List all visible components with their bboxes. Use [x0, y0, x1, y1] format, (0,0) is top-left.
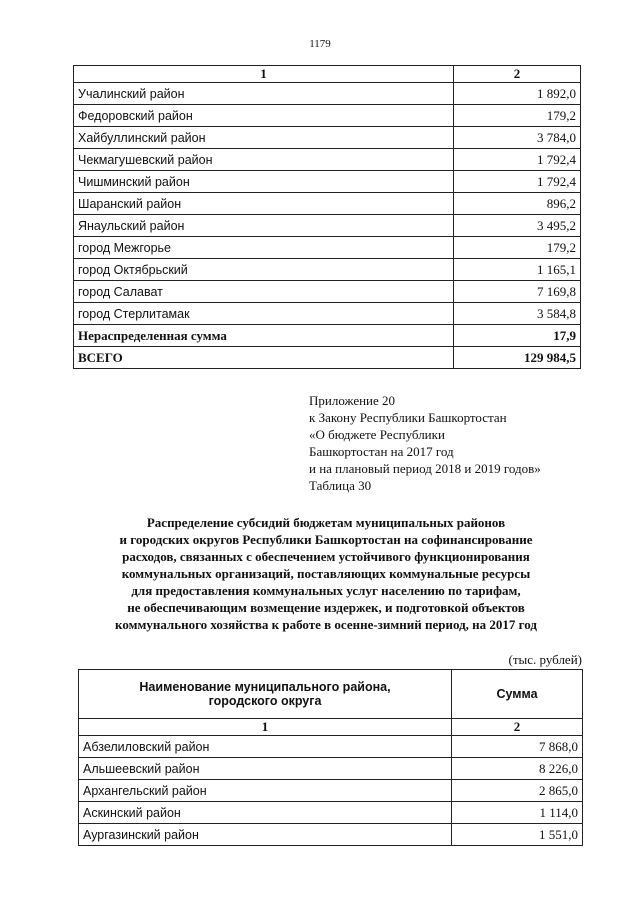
- table-row: [79, 802, 583, 824]
- amount: 896,2: [454, 193, 581, 215]
- table-index-row: [74, 66, 581, 83]
- page-number: 1179: [309, 38, 331, 50]
- appendix-line: и на плановый период 2018 и 2019 годов»: [309, 461, 541, 476]
- district-name: город Октябрьский: [74, 259, 454, 281]
- heading-line: не обеспечивающим возмещение издержек, и подготовкой объектов: [127, 600, 525, 615]
- column-header-line: городского округа: [208, 694, 322, 708]
- district-name: город Стерлитамак: [74, 303, 454, 325]
- district-name: Учалинский район: [74, 83, 454, 105]
- heading-line: коммунальных организаций, поставляющих коммунальные ресурсы: [121, 566, 531, 581]
- table-row: [74, 105, 581, 127]
- unallocated-amount: 17,9: [454, 325, 581, 347]
- district-name: Чекмагушевский район: [74, 149, 454, 171]
- district-name: город Салават: [74, 281, 454, 303]
- district-name: Абзелиловский район: [79, 736, 452, 758]
- heading-line: расходов, связанных с обеспечением устойчивого функционирования: [122, 549, 530, 564]
- amount: 8 226,0: [452, 758, 583, 780]
- district-name: Шаранский район: [74, 193, 454, 215]
- table-heading: [60, 514, 592, 633]
- appendix-line: «О бюджете Республики: [309, 427, 445, 442]
- amount: 1 792,4: [454, 149, 581, 171]
- table-row: [79, 736, 583, 758]
- amount: 179,2: [454, 105, 581, 127]
- district-name: Аургазинский район: [79, 824, 452, 846]
- column-index-2: 2: [454, 66, 581, 83]
- table-row: [74, 237, 581, 259]
- amount: 1 165,1: [454, 259, 581, 281]
- district-name: Чишминский район: [74, 171, 454, 193]
- table-index-row: [79, 719, 583, 736]
- table-row: [79, 758, 583, 780]
- amount: 179,2: [454, 237, 581, 259]
- district-name: Федоровский район: [74, 105, 454, 127]
- column-header-line: Наименование муниципального района,: [139, 680, 391, 694]
- amount: 2 865,0: [452, 780, 583, 802]
- table-header-row: [79, 670, 583, 719]
- appendix-line: Приложение 20: [309, 393, 396, 408]
- district-name: город Межгорье: [74, 237, 454, 259]
- total-label: ВСЕГО: [74, 347, 454, 369]
- heading-line: и городских округов Республики Башкортостан на софинансирование: [119, 532, 533, 547]
- column-index-1: 1: [79, 719, 452, 736]
- amount: 1 114,0: [452, 802, 583, 824]
- amount: 1 892,0: [454, 83, 581, 105]
- district-name: Архангельский район: [79, 780, 452, 802]
- table-row: [74, 171, 581, 193]
- appendix-line: Башкортостан на 2017 год: [309, 444, 454, 459]
- column-index-2: 2: [452, 719, 583, 736]
- table-row: [74, 83, 581, 105]
- amount: 1 792,4: [454, 171, 581, 193]
- table-row: [79, 824, 583, 846]
- appendix-line: Таблица 30: [309, 478, 372, 493]
- amount: 7 169,8: [454, 281, 581, 303]
- amount: 3 784,0: [454, 127, 581, 149]
- district-name: Хайбуллинский район: [74, 127, 454, 149]
- subsidy-table: [78, 669, 583, 846]
- amount: 7 868,0: [452, 736, 583, 758]
- units-label: (тыс. рублей): [508, 652, 582, 667]
- table-row: [74, 281, 581, 303]
- heading-line: Распределение субсидий бюджетам муниципальных районов: [146, 515, 506, 530]
- table-row: [74, 259, 581, 281]
- amount: 3 584,8: [454, 303, 581, 325]
- district-name: Янаульский район: [74, 215, 454, 237]
- appendix-reference: [309, 392, 541, 494]
- amount: 1 551,0: [452, 824, 583, 846]
- unallocated-label: Нераспределенная сумма: [74, 325, 454, 347]
- heading-line: коммунального хозяйства к работе в осенне-зимний период, на 2017 год: [115, 617, 537, 632]
- table-row: [74, 215, 581, 237]
- amount: 3 495,2: [454, 215, 581, 237]
- district-name: Альшеевский район: [79, 758, 452, 780]
- total-row: [74, 347, 581, 369]
- heading-line: для предоставления коммунальных услуг населению по тарифам,: [131, 583, 521, 598]
- column-index-1: 1: [74, 66, 454, 83]
- table-row: [74, 149, 581, 171]
- column-header-sum: Сумма: [452, 670, 583, 719]
- unallocated-row: [74, 325, 581, 347]
- appendix-line: к Закону Республики Башкортостан: [309, 410, 507, 425]
- total-amount: 129 984,5: [454, 347, 581, 369]
- subsidy-table-continued: [73, 65, 581, 369]
- table-row: [74, 193, 581, 215]
- column-header-name: [79, 670, 452, 719]
- table-row: [74, 127, 581, 149]
- district-name: Аскинский район: [79, 802, 452, 824]
- table-row: [79, 780, 583, 802]
- table-row: [74, 303, 581, 325]
